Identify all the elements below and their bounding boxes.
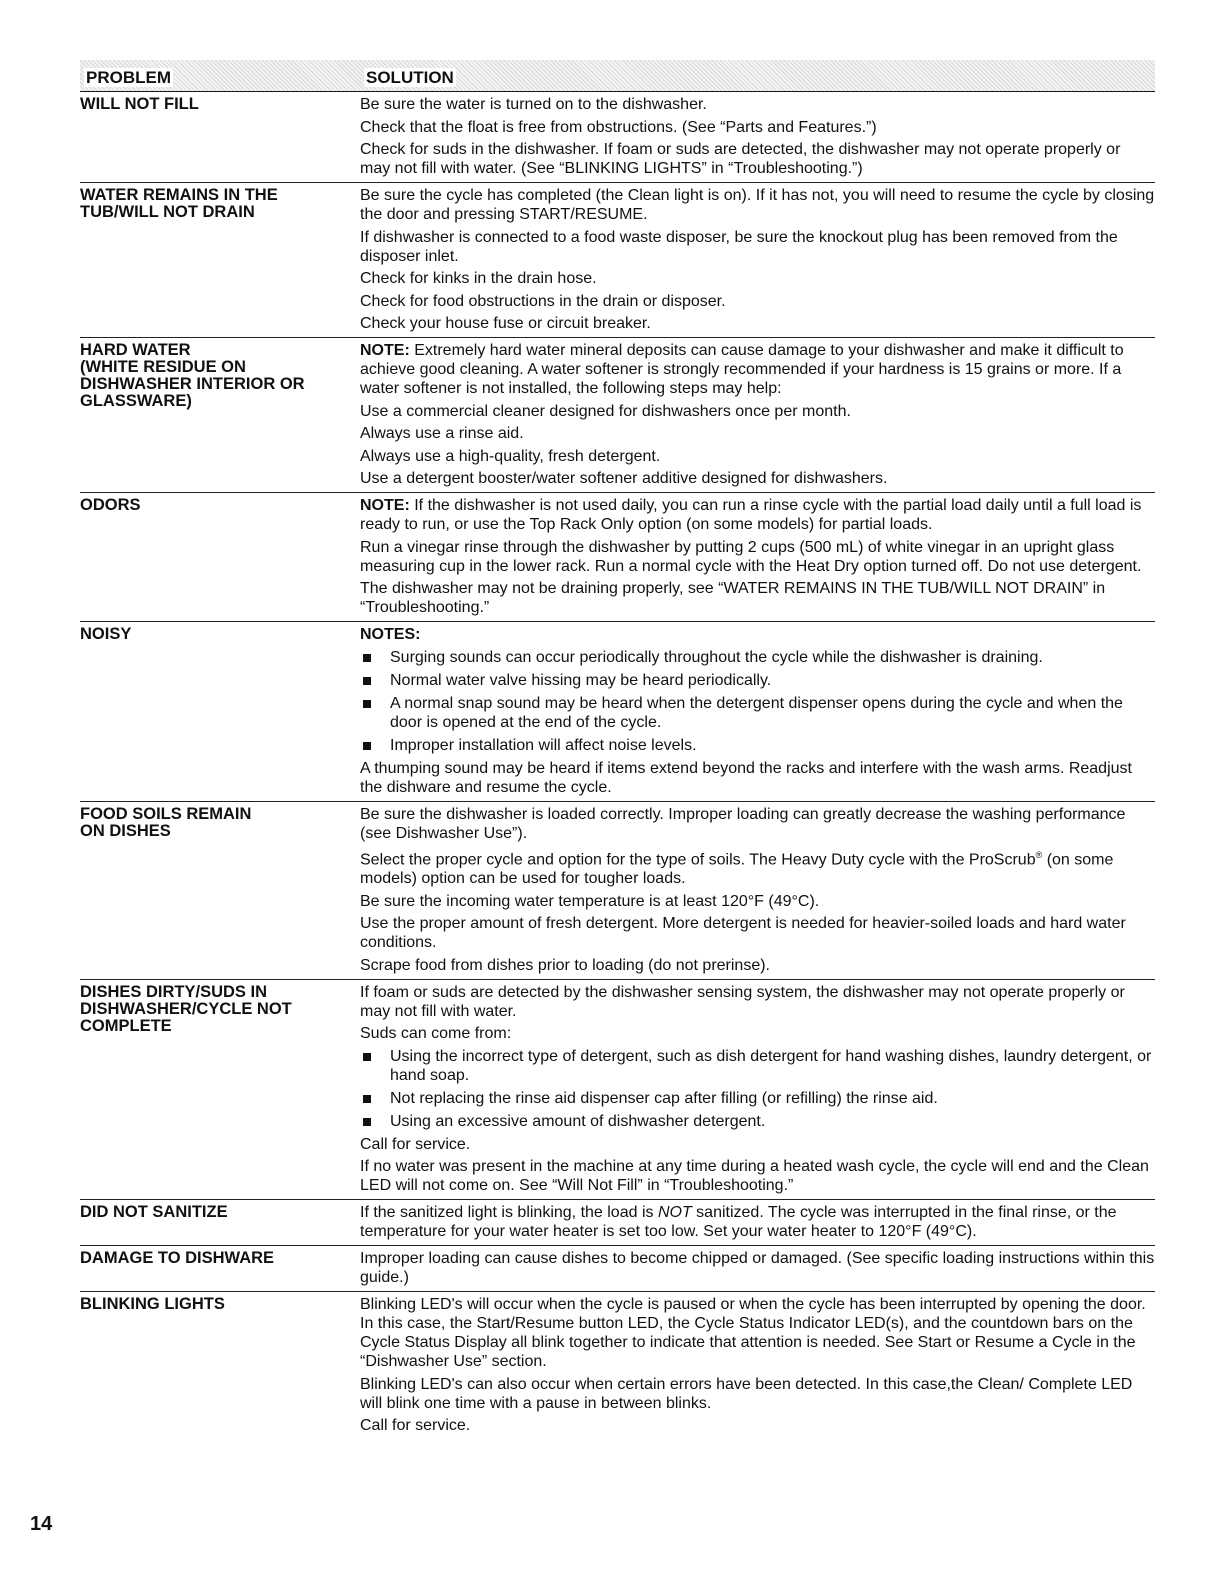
solution-text: If dishwasher is connected to a food waste disposer, be sure the knockout plug has been removed from the disposer inlet. (360, 228, 1118, 265)
bullet-list (360, 648, 1155, 755)
solution-cell (360, 805, 1155, 975)
solution-text: Blinking LED's will occur when the cycle is paused or when the cycle has been interrupted by opening the door. In this case, the Start/Resume button LED, the Cycle Status Indicator LED(s), and the countdown bars on the Cycle Status Display all blink together to indicate that attention is needed. See Start or Resume a Cycle in the “Dishwasher Use” section. (360, 1296, 1146, 1371)
problem-label (80, 341, 360, 488)
problem-label-line: COMPLETE (80, 1016, 172, 1035)
problem-label-line: DISHWASHER/CYCLE NOT (80, 999, 292, 1018)
problem-label-line: WATER REMAINS IN THE (80, 186, 278, 204)
solution-cell (360, 1203, 1155, 1241)
problem-label-line: HARD WATER (80, 341, 191, 359)
note-text: Extremely hard water mineral deposits can cause damage to your dishwasher and make it difficult to achieve good cleaning. A water softener is strongly recommended if your hardness is 15 grains or more. If a water softener is not installed, the following steps may help: (360, 342, 1124, 397)
solution-text: Check that the float is free from obstructions. (See “Parts and Features.”) (360, 118, 877, 136)
table-row (80, 802, 1155, 980)
solution-text: Be sure the cycle has completed (the Clean light is on). If it has not, you will need to resume the cycle by closing the door and pressing START/RESUME. (360, 187, 1155, 223)
list-item: Surging sounds can occur periodically throughout the cycle while the dishwasher is draining. (360, 648, 1155, 667)
solution-cell (360, 496, 1155, 617)
solution-text: If foam or suds are detected by the dishwasher sensing system, the dishwasher may not operate properly or may not fill with water. (360, 983, 1125, 1020)
note-label: NOTE: (360, 342, 410, 359)
page-number: 14 (30, 1513, 53, 1535)
problem-column-header: PROBLEM (86, 68, 171, 87)
solution-cell (360, 95, 1155, 178)
solution-text: Be sure the dishwasher is loaded correctly. Improper loading can greatly decrease the washing performance (see Dishwasher Use”). (360, 805, 1126, 842)
problem-label-line: ON DISHES (80, 821, 171, 840)
list-item: Not replacing the rinse aid dispenser cap after filling (or refilling) the rinse aid. (360, 1089, 1155, 1108)
solution-text-part: sanitized. The cycle was interrupted in the final rinse, or the temperature for your water heater is set too low. Set your water heater to 120°F (49°C). (360, 1204, 1117, 1241)
solution-text: Use the proper amount of fresh detergent. More detergent is needed for heavier-soiled loads and hard water conditions. (360, 915, 1126, 952)
problem-label-line: FOOD SOILS REMAIN (80, 804, 252, 823)
problem-label: DAMAGE TO DISHWARE (80, 1249, 275, 1268)
solution-text: Suds can come from: (360, 1025, 512, 1043)
solution-text: Check for food obstructions in the drain or disposer. (360, 292, 726, 310)
table-row (80, 493, 1155, 622)
problem-label (80, 805, 360, 975)
registered-mark: ® (1035, 850, 1043, 860)
problem-label: ODORS (80, 496, 141, 514)
solution-cell (360, 1249, 1155, 1287)
solution-text: Be sure the water is turned on to the dishwasher. (360, 96, 707, 113)
solution-cell (360, 625, 1155, 797)
problem-label-line: GLASSWARE) (80, 392, 192, 410)
solution-text: Always use a high-quality, fresh detergent. (360, 447, 661, 465)
list-item: Using the incorrect type of detergent, such as dish detergent for hand washing dishes, laundry detergent, or hand soap. (360, 1047, 1155, 1085)
solution-text: Check your house fuse or circuit breaker. (360, 315, 651, 332)
problem-label (80, 186, 360, 333)
table-row (80, 980, 1155, 1201)
list-item: A normal snap sound may be heard when the detergent dispenser opens during the cycle and when the door is opened at the end of the cycle. (360, 694, 1155, 732)
problem-label: WILL NOT FILL (80, 95, 199, 113)
solution-text: If no water was present in the machine at any time during a heated wash cycle, the cycle will end and the Clean LED will not come on. See “Will Not Fill” in “Troubleshooting.” (360, 1158, 1149, 1195)
solution-cell (360, 341, 1155, 488)
table-row (80, 622, 1155, 802)
table-row (80, 1200, 1155, 1246)
bullet-list (360, 1047, 1155, 1131)
problem-label-line: TUB/WILL NOT DRAIN (80, 203, 255, 221)
solution-text (360, 1203, 1155, 1241)
solution-text: Improper loading can cause dishes to become chipped or damaged. (See specific loading instructions within this guide.) (360, 1250, 1155, 1287)
solution-text: Call for service. (360, 1135, 471, 1153)
note-paragraph (360, 341, 1155, 398)
solution-text-part: If the sanitized light is blinking, the load is (360, 1204, 658, 1222)
solution-cell (360, 1295, 1155, 1435)
table-row (80, 92, 1155, 183)
solution-cell (360, 186, 1155, 333)
problem-label: DID NOT SANITIZE (80, 1203, 228, 1222)
solution-text-part: Select the proper cycle and option for the type of soils. The Heavy Duty cycle with the ProScrub (360, 851, 1036, 869)
solution-text: Always use a rinse aid. (360, 425, 524, 442)
list-item: Normal water valve hissing may be heard periodically. (360, 671, 1155, 690)
solution-text: Blinking LED's can also occur when certain errors have been detected. In this case,the Clean/ Complete LED will blink one time with a pause in between blinks. (360, 1375, 1133, 1412)
solution-text-part: (on some models) option can be used for tougher loads. (360, 851, 1114, 888)
solution-cell (360, 983, 1155, 1196)
solution-text: Use a detergent booster/water softener additive designed for dishwashers. (360, 470, 888, 487)
list-item: Using an excessive amount of dishwasher detergent. (360, 1112, 1155, 1131)
table-row (80, 1246, 1155, 1292)
notes-label (360, 625, 1155, 644)
note-paragraph (360, 496, 1155, 534)
solution-text: Use a commercial cleaner designed for dishwashers once per month. (360, 402, 851, 420)
troubleshooting-table (80, 60, 1155, 1439)
problem-label-line: DISHWASHER INTERIOR OR (80, 375, 305, 393)
problem-label: NOISY (80, 625, 132, 643)
table-row (80, 183, 1155, 338)
table-header (80, 60, 1155, 92)
solution-text: Scrape food from dishes prior to loading (do not prerinse). (360, 956, 770, 974)
solution-text: Call for service. (360, 1417, 471, 1435)
list-item: Improper installation will affect noise levels. (360, 736, 1155, 755)
solution-text: Check for kinks in the drain hose. (360, 270, 597, 287)
problem-label-line: DISHES DIRTY/SUDS IN (80, 982, 268, 1001)
table-row (80, 1292, 1155, 1439)
table-row (80, 338, 1155, 493)
problem-label: BLINKING LIGHTS (80, 1295, 225, 1314)
solution-column-header: SOLUTION (366, 68, 454, 87)
solution-text: The dishwasher may not be draining properly, see “WATER REMAINS IN THE TUB/WILL NOT DRAIN” in “Troubleshooting.” (360, 580, 1106, 616)
solution-text: Check for suds in the dishwasher. If foam or suds are detected, the dishwasher may not operate properly or may not fill with water. (See “BLINKING LIGHTS” in “Troubleshooting.”) (360, 141, 1121, 177)
note-label: NOTE: (360, 497, 410, 514)
solution-text: Be sure the incoming water temperature is at least 120°F (49°C). (360, 892, 820, 910)
problem-label-line: (WHITE RESIDUE ON (80, 358, 246, 376)
notes-label-text: NOTES: (360, 626, 421, 643)
problem-label (80, 983, 360, 1196)
note-text: If the dishwasher is not used daily, you can run a rinse cycle with the partial load daily until a full load is ready to run, or use the Top Rack Only option (on some models) for partial loads. (360, 497, 1142, 533)
emphasis-text: NOT (657, 1204, 692, 1222)
solution-text: Run a vinegar rinse through the dishwasher by putting 2 cups (500 mL) of white vinegar in an upright glass measuring cup in the lower rack. Run a normal cycle with the Heat Dry option turned off. Do not use detergent. (360, 538, 1142, 575)
solution-text (360, 846, 1155, 888)
solution-text: A thumping sound may be heard if items extend beyond the racks and interfere with the wash arms. Readjust the dishware and resume the cycle. (360, 759, 1132, 796)
